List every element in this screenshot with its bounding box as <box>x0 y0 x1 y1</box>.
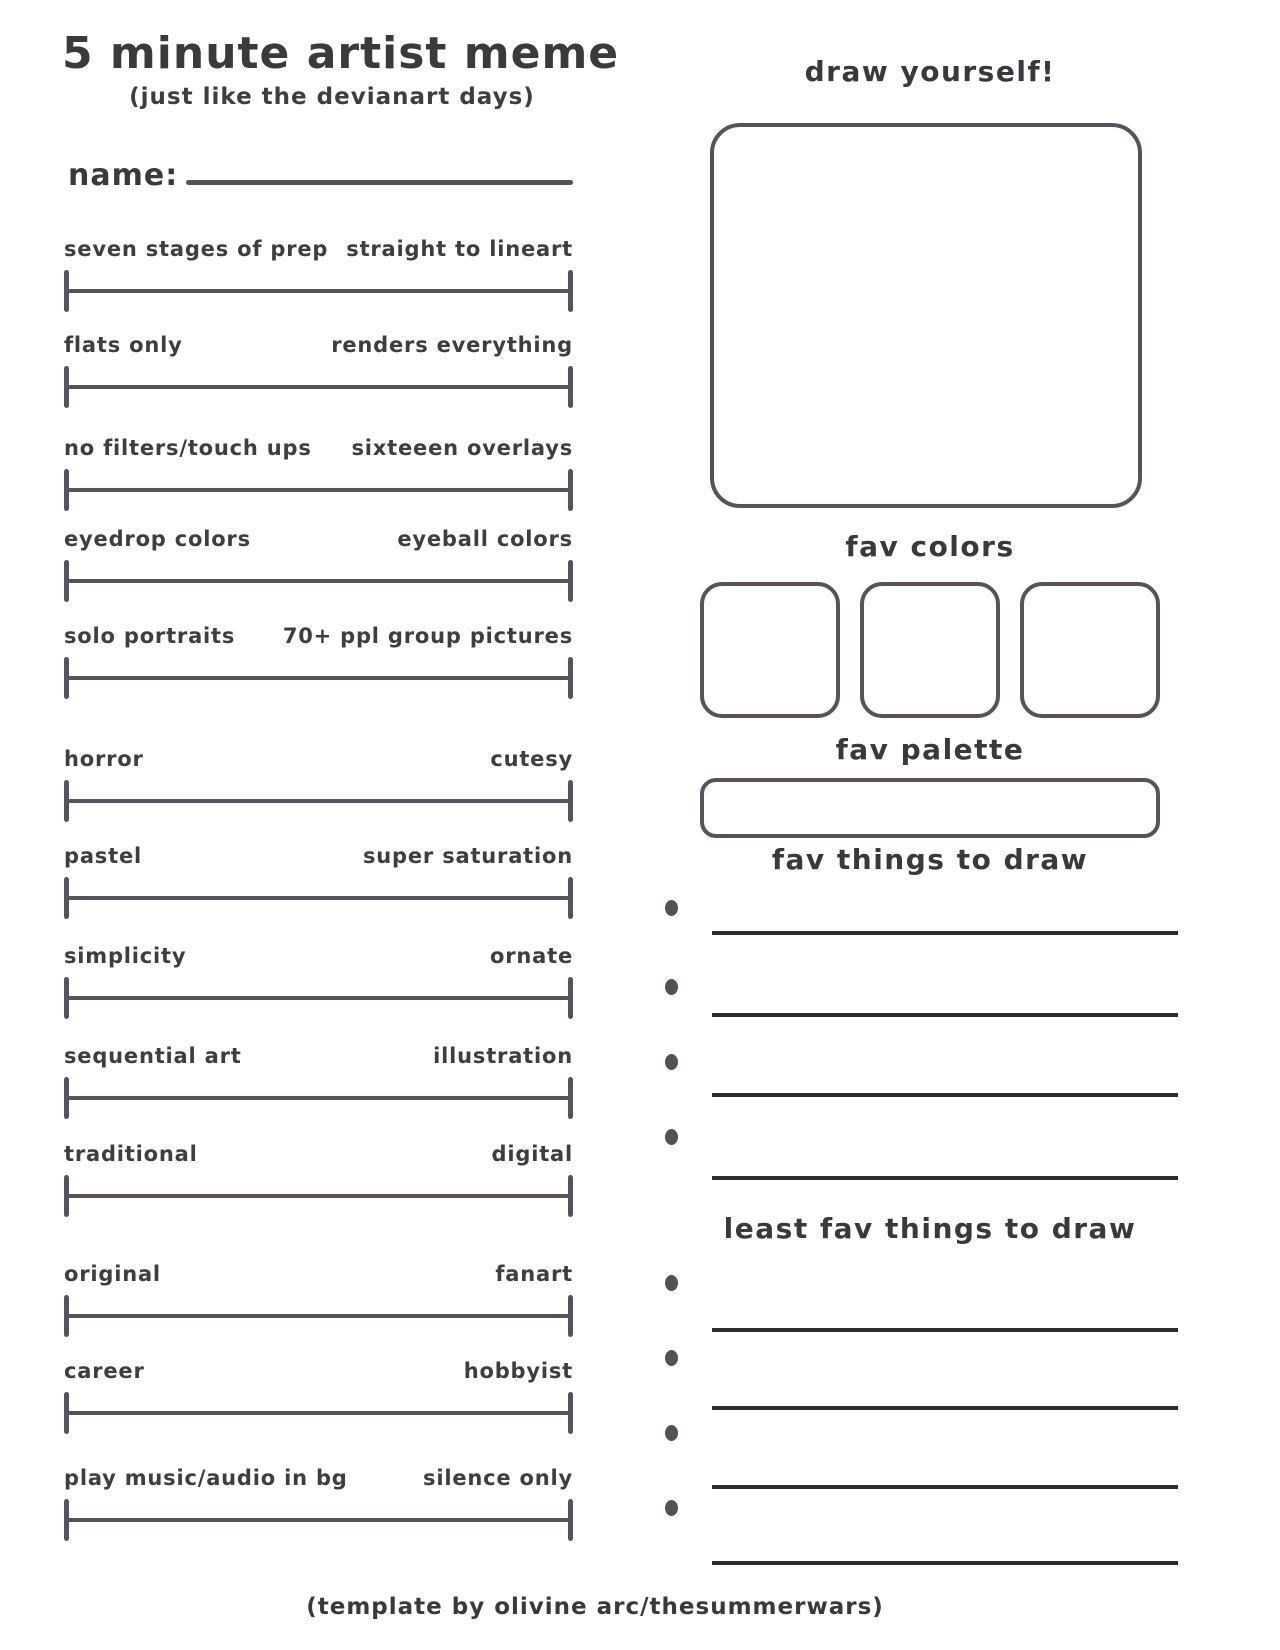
slider-right-label: hobbyist <box>463 1359 573 1383</box>
fav-colors-label: fav colors <box>845 530 1015 563</box>
slider-left-label: play music/audio in bg <box>64 1466 348 1490</box>
right-tick <box>568 366 573 408</box>
right-tick <box>568 977 573 1019</box>
page-title: 5 minute artist meme <box>62 28 620 79</box>
slider-track[interactable] <box>64 877 573 919</box>
slider-rail <box>68 488 569 492</box>
fav-colors-swatches <box>700 582 1160 718</box>
bullet-icon <box>665 1425 678 1441</box>
bullet-icon <box>665 979 678 995</box>
slider-sequential <box>64 1042 573 1119</box>
write-line[interactable] <box>712 1485 1178 1489</box>
slider-track[interactable] <box>64 469 573 511</box>
slider-left-label: solo portraits <box>64 624 236 648</box>
slider-track[interactable] <box>64 560 573 602</box>
slider-prep <box>64 235 573 312</box>
slider-right-label: 70+ ppl group pictures <box>282 624 573 648</box>
right-tick <box>568 877 573 919</box>
write-line[interactable] <box>712 931 1178 935</box>
slider-track[interactable] <box>64 1392 573 1434</box>
slider-track[interactable] <box>64 366 573 408</box>
slider-left-label: horror <box>64 747 144 771</box>
slider-rail <box>68 1411 569 1415</box>
right-tick <box>568 1392 573 1434</box>
slider-right-label: cutesy <box>490 747 573 771</box>
right-tick <box>568 1499 573 1541</box>
right-tick <box>568 780 573 822</box>
template-credit: (template by olivine arc/thesummerwars) <box>306 1594 884 1620</box>
right-tick <box>568 657 573 699</box>
slider-left-label: eyedrop colors <box>64 527 251 551</box>
write-line[interactable] <box>712 1176 1178 1180</box>
slider-right-label: straight to lineart <box>346 237 573 261</box>
right-tick <box>568 1295 573 1337</box>
slider-left-label: traditional <box>64 1142 198 1166</box>
slider-track[interactable] <box>64 1295 573 1337</box>
bullet-icon <box>665 1275 678 1291</box>
slider-left-label: flats only <box>64 333 183 357</box>
right-tick <box>568 1077 573 1119</box>
write-line[interactable] <box>712 1328 1178 1332</box>
slider-rail <box>68 799 569 803</box>
slider-career <box>64 1357 573 1434</box>
slider-left-label: original <box>64 1262 161 1286</box>
bullet-icon <box>665 900 678 916</box>
slider-track[interactable] <box>64 780 573 822</box>
name-label: name: <box>68 158 179 193</box>
bullet-icon <box>665 1129 678 1145</box>
name-input-line[interactable] <box>186 180 573 185</box>
color-swatch-box[interactable] <box>860 582 1000 718</box>
draw-yourself-box[interactable] <box>710 123 1142 508</box>
slider-left-label: career <box>64 1359 145 1383</box>
write-line[interactable] <box>712 1013 1178 1017</box>
slider-rail <box>68 1518 569 1522</box>
slider-right-label: ornate <box>490 944 573 968</box>
slider-rail <box>68 676 569 680</box>
slider-rail <box>68 385 569 389</box>
slider-rail <box>68 289 569 293</box>
slider-rail <box>68 1096 569 1100</box>
slider-left-label: seven stages of prep <box>64 237 329 261</box>
slider-right-label: silence only <box>423 1466 573 1490</box>
write-line[interactable] <box>712 1093 1178 1097</box>
slider-right-label: illustration <box>433 1044 573 1068</box>
slider-rail <box>68 579 569 583</box>
bullet-icon <box>665 1054 678 1070</box>
slider-right-label: super saturation <box>363 844 573 868</box>
slider-colors <box>64 525 573 602</box>
slider-right-label: renders everything <box>331 333 573 357</box>
slider-portraits <box>64 622 573 699</box>
slider-track[interactable] <box>64 1077 573 1119</box>
slider-rail <box>68 996 569 1000</box>
slider-right-label: eyeball colors <box>397 527 573 551</box>
color-swatch-box[interactable] <box>700 582 840 718</box>
slider-right-label: sixteeen overlays <box>351 436 573 460</box>
slider-left-label: sequential art <box>64 1044 242 1068</box>
slider-rendering <box>64 331 573 408</box>
slider-music <box>64 1464 573 1541</box>
slider-left-label: pastel <box>64 844 142 868</box>
slider-medium <box>64 1140 573 1217</box>
slider-left-label: no filters/touch ups <box>64 436 312 460</box>
slider-rail <box>68 1314 569 1318</box>
slider-track[interactable] <box>64 1499 573 1541</box>
right-tick <box>568 270 573 312</box>
page-subtitle: (just like the devianart days) <box>129 84 535 110</box>
right-tick <box>568 560 573 602</box>
right-tick <box>568 469 573 511</box>
slider-track[interactable] <box>64 657 573 699</box>
slider-filters <box>64 434 573 511</box>
slider-fanart <box>64 1260 573 1337</box>
right-tick <box>568 1175 573 1217</box>
slider-track[interactable] <box>64 977 573 1019</box>
slider-ornate <box>64 942 573 1019</box>
least-fav-things-label: least fav things to draw <box>723 1212 1137 1245</box>
write-line[interactable] <box>712 1406 1178 1410</box>
slider-right-label: digital <box>491 1142 573 1166</box>
fav-palette-label: fav palette <box>835 733 1025 766</box>
slider-left-label: simplicity <box>64 944 187 968</box>
slider-right-label: fanart <box>495 1262 573 1286</box>
write-line[interactable] <box>712 1561 1178 1565</box>
bullet-icon <box>665 1500 678 1516</box>
draw-yourself-label: draw yourself! <box>804 55 1056 88</box>
bullet-icon <box>665 1350 678 1366</box>
slider-rail <box>68 1194 569 1198</box>
slider-rail <box>68 896 569 900</box>
slider-horror-cutesy <box>64 745 573 822</box>
fav-things-label: fav things to draw <box>771 843 1089 876</box>
color-swatch-box[interactable] <box>1020 582 1160 718</box>
slider-track[interactable] <box>64 270 573 312</box>
slider-saturation <box>64 842 573 919</box>
fav-palette-box[interactable] <box>700 778 1160 838</box>
slider-track[interactable] <box>64 1175 573 1217</box>
